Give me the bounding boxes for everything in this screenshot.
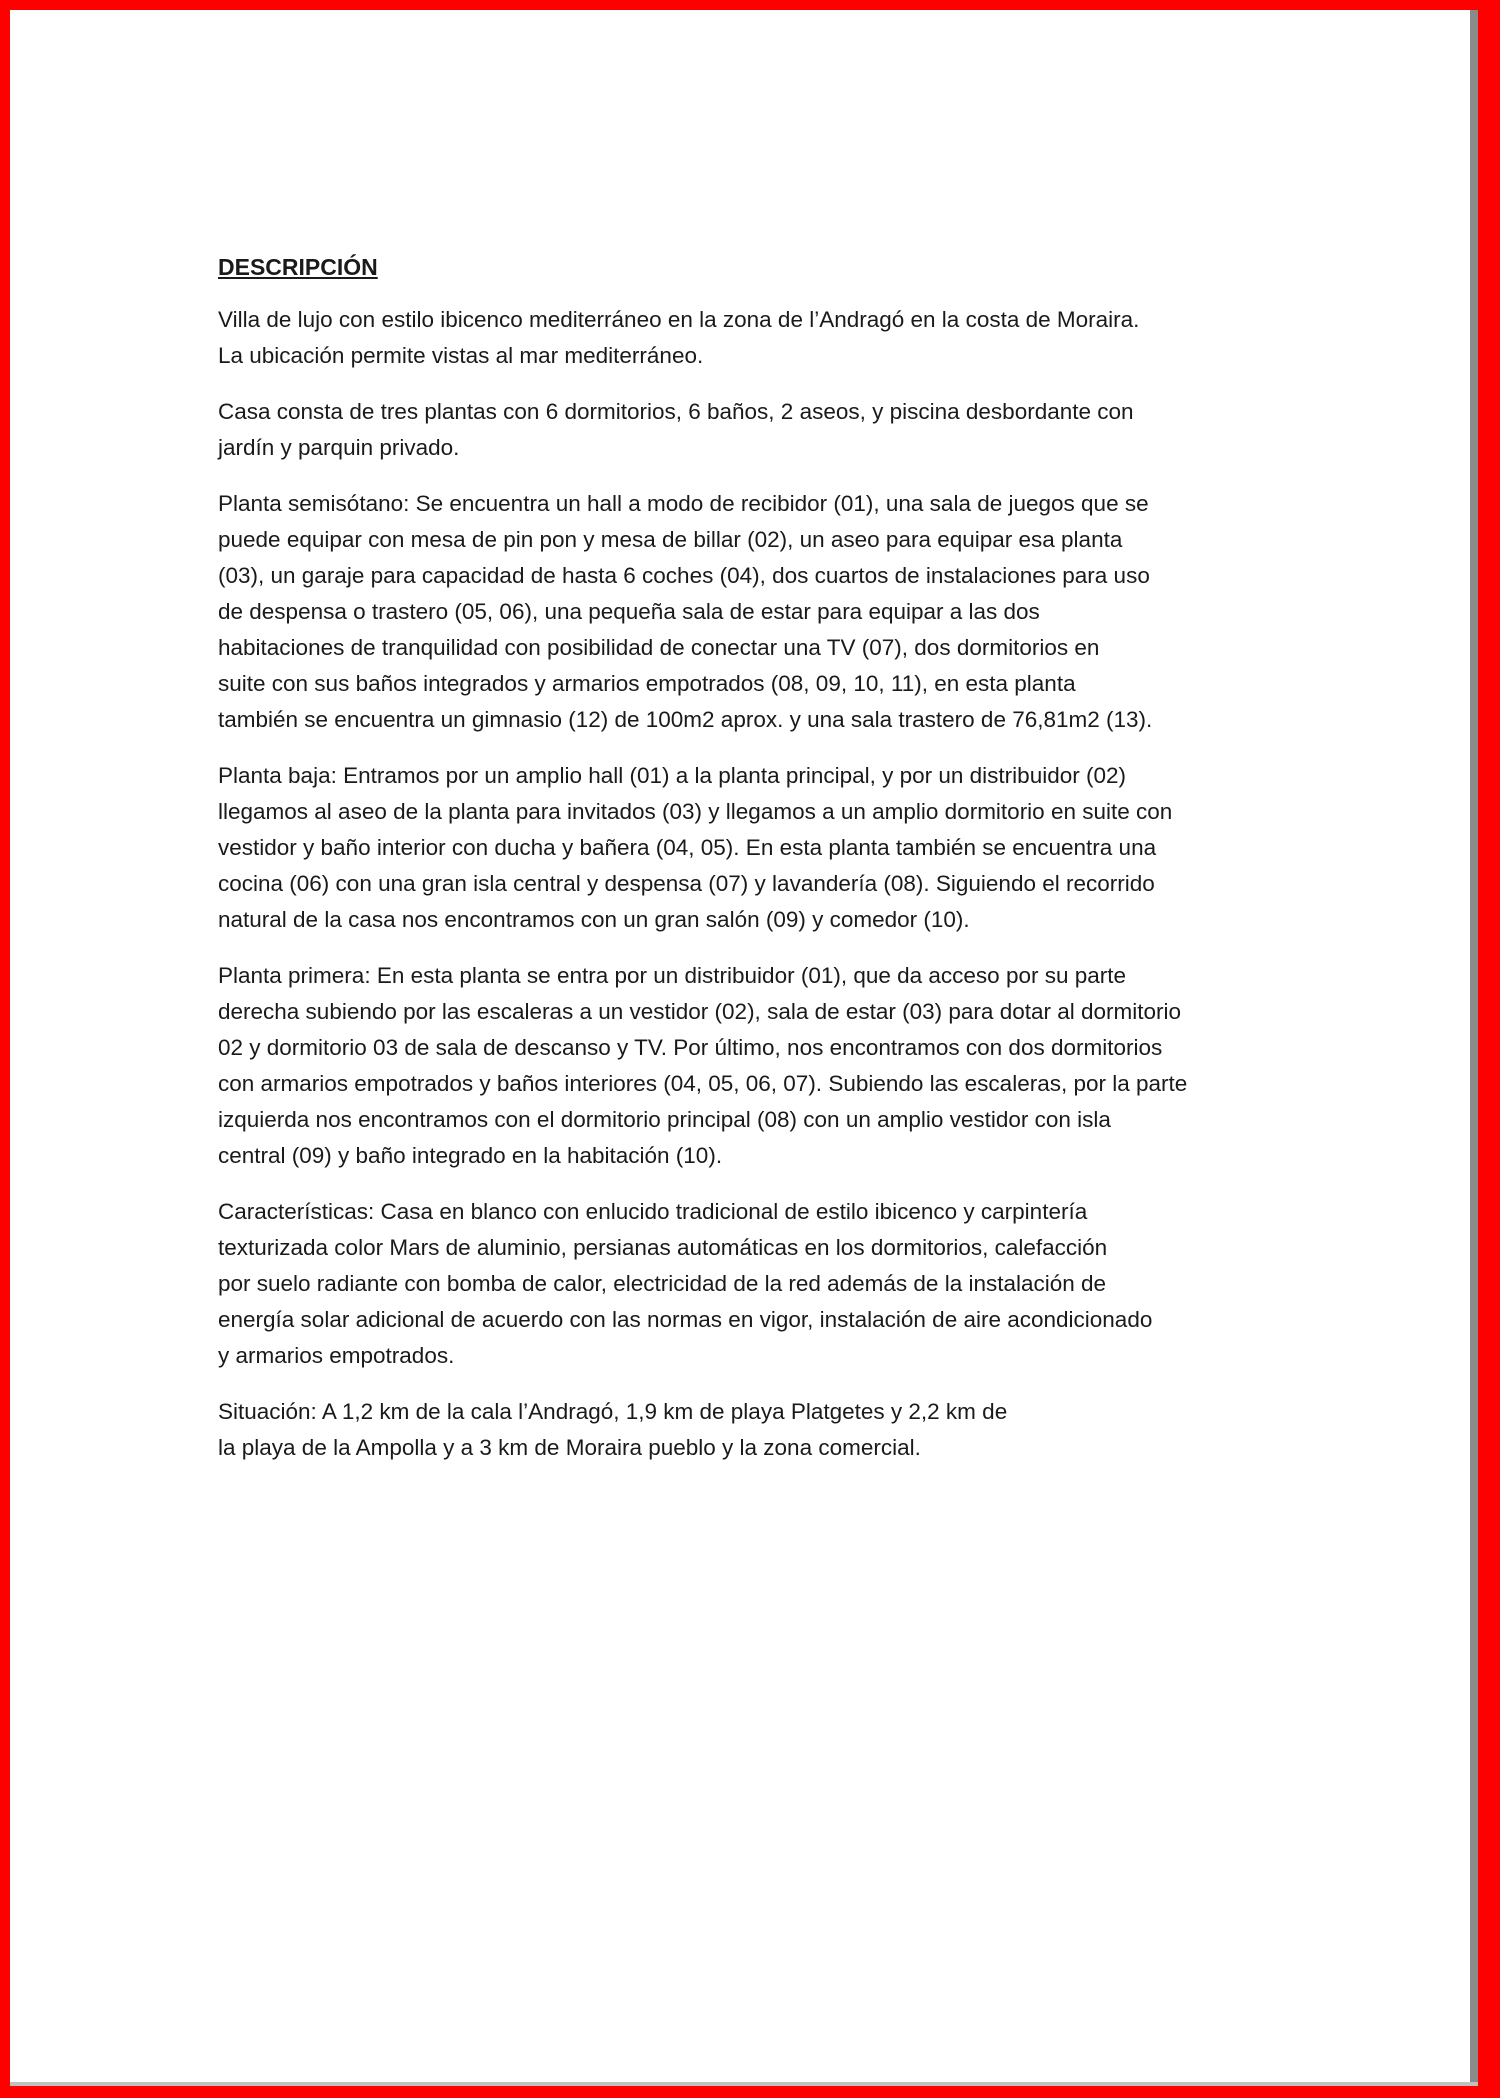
paragraph-line: vestidor y baño interior con ducha y bañera (04, 05). En esta planta también se encuentra una: [218, 835, 1157, 860]
paragraph-line: Características: Casa en blanco con enlucido tradicional de estilo ibicenco y carpintería: [218, 1199, 1088, 1224]
paragraph-line: energía solar adicional de acuerdo con las normas en vigor, instalación de aire acondicionado: [218, 1307, 1153, 1332]
paragraph-line: derecha subiendo por las escaleras a un vestidor (02), sala de estar (03) para dotar al dormitorio: [218, 999, 1182, 1024]
paragraph-line: Planta primera: En esta planta se entra por un distribuidor (01), que da acceso por su parte: [218, 963, 1127, 988]
paragraph-line: la playa de la Ampolla y a 3 km de Moraira pueblo y la zona comercial.: [218, 1435, 921, 1460]
paragraph-line: de despensa o trastero (05, 06), una pequeña sala de estar para equipar a las dos: [218, 599, 1040, 624]
paragraph-summary: [218, 394, 1298, 466]
paragraph-planta-primera: [218, 958, 1298, 1174]
paragraph-line: Planta baja: Entramos por un amplio hall (01) a la planta principal, y por un distribuidor (02): [218, 763, 1126, 788]
paragraph-line: 02 y dormitorio 03 de sala de descanso y TV. Por último, nos encontramos con dos dormitorios: [218, 1035, 1163, 1060]
paragraph-line: izquierda nos encontramos con el dormitorio principal (08) con un amplio vestidor con isla: [218, 1107, 1111, 1132]
paragraph-line: Villa de lujo con estilo ibicenco mediterráneo en la zona de l’Andragó en la costa de Moraira.: [218, 307, 1140, 332]
document-body: [218, 250, 1298, 1486]
paragraph-line: llegamos al aseo de la planta para invitados (03) y llegamos a un amplio dormitorio en suite con: [218, 799, 1173, 824]
paragraph-line: habitaciones de tranquilidad con posibilidad de conectar una TV (07), dos dormitorios en: [218, 635, 1100, 660]
paragraph-line: Situación: A 1,2 km de la cala l’Andragó, 1,9 km de playa Platgetes y 2,2 km de: [218, 1399, 1008, 1424]
paragraph-line: Planta semisótano: Se encuentra un hall a modo de recibidor (01), una sala de juegos que se: [218, 491, 1149, 516]
paragraph-semisotano: [218, 486, 1298, 738]
paragraph-planta-baja: [218, 758, 1298, 938]
paragraph-line: natural de la casa nos encontramos con un gran salón (09) y comedor (10).: [218, 907, 970, 932]
paragraph-line: puede equipar con mesa de pin pon y mesa de billar (02), un aseo para equipar esa planta: [218, 527, 1123, 552]
paragraph-line: con armarios empotrados y baños interiores (04, 05, 06, 07). Subiendo las escaleras, por la parte: [218, 1071, 1188, 1096]
paragraph-line: texturizada color Mars de aluminio, persianas automáticas en los dormitorios, calefacción: [218, 1235, 1108, 1260]
paragraph-line: La ubicación permite vistas al mar mediterráneo.: [218, 343, 704, 368]
paragraph-line: central (09) y baño integrado en la habitación (10).: [218, 1143, 723, 1168]
paragraph-line: cocina (06) con una gran isla central y despensa (07) y lavandería (08). Siguiendo el recorrido: [218, 871, 1155, 896]
page-title: DESCRIPCIÓN: [218, 254, 378, 280]
paragraph-line: por suelo radiante con bomba de calor, electricidad de la red además de la instalación de: [218, 1271, 1107, 1296]
paragraph-line: suite con sus baños integrados y armarios empotrados (08, 09, 10, 11), en esta planta: [218, 671, 1076, 696]
paragraph-line: jardín y parquin privado.: [218, 435, 460, 460]
frame-shadow-right: [1470, 10, 1478, 2086]
frame-shadow-bottom: [10, 2082, 1478, 2086]
paragraph-line: también se encuentra un gimnasio (12) de 100m2 aprox. y una sala trastero de 76,81m2 (13).: [218, 707, 1153, 732]
paragraph-intro: [218, 302, 1298, 374]
paragraph-line: y armarios empotrados.: [218, 1343, 455, 1368]
paragraph-line: (03), un garaje para capacidad de hasta 6 coches (04), dos cuartos de instalaciones para uso: [218, 563, 1150, 588]
paragraph-caracteristicas: [218, 1194, 1298, 1374]
paragraph-line: Casa consta de tres plantas con 6 dormitorios, 6 baños, 2 aseos, y piscina desbordante con: [218, 399, 1134, 424]
paragraph-situacion: [218, 1394, 1298, 1466]
